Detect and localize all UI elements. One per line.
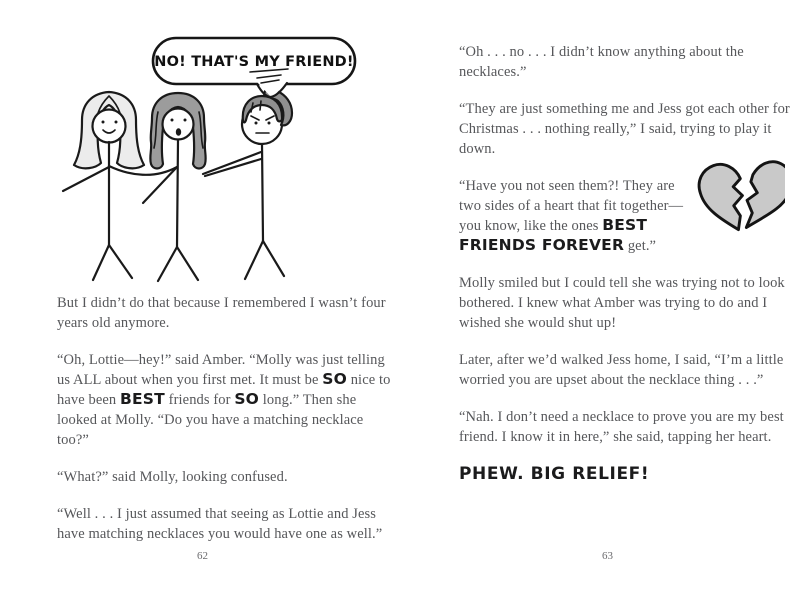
body-text: Later, after we’d walked Jess home, I said, “I’m a little worried you are upset about the necklace thing . . .”	[459, 352, 784, 388]
middle-figure-legs	[158, 247, 198, 281]
body-text: “Have you not seen them?! They are two sides of a heart that fit together—you know, like the ones	[459, 178, 684, 234]
body-text: But I didn’t do that because I remembered I wasn’t four years old anymore.	[57, 295, 386, 331]
right-figure-body	[262, 144, 263, 241]
body-text: long.” Then she looked at Molly. “Do you have a matching necklace too?”	[57, 392, 364, 448]
stick-figure-middle	[143, 93, 206, 281]
phew-big-relief-line: PHEW. BIG RELIEF!	[459, 464, 650, 484]
hand-lettered-word: SO	[322, 370, 347, 388]
body-text: friends for	[164, 392, 235, 408]
speech-bubble-text-post: FRIEND!	[279, 54, 354, 70]
left-figure-legs	[93, 245, 132, 280]
body-text: “Oh . . . no . . . I didn’t know anything about the necklaces.”	[459, 44, 744, 80]
stick-figures-illustration	[0, 0, 405, 300]
paragraph	[57, 293, 393, 333]
paragraph	[459, 99, 795, 159]
broken-heart-illustration	[695, 152, 785, 246]
speech-bubble-text	[154, 54, 353, 70]
left-figure-arm	[63, 167, 109, 191]
right-figure-eye	[255, 122, 258, 125]
left-figure-linked-arm	[109, 166, 177, 175]
body-text: “Nah. I don’t need a necklace to prove you are my best friend. I know it in here,” she said, tapping her heart.	[459, 409, 784, 445]
left-figure-eye	[102, 121, 105, 124]
left-figure-face	[93, 110, 126, 143]
paragraph	[459, 350, 795, 390]
left-figure-eye	[115, 121, 118, 124]
paragraph	[459, 42, 795, 82]
paragraph	[57, 467, 393, 487]
speech-bubble	[153, 38, 355, 98]
right-figure-legs	[245, 241, 284, 279]
speech-bubble-text-pre: NO! THAT'S	[154, 54, 255, 70]
paragraph	[57, 504, 393, 544]
page-right	[405, 0, 810, 608]
body-text: Molly smiled but I could tell she was trying not to look bothered. I knew what Amber was trying to do and I wished she would shut up!	[459, 275, 785, 331]
speech-bubble-text-emphasis: MY	[254, 54, 280, 70]
left-text-column	[57, 293, 393, 561]
middle-figure-body	[177, 140, 178, 247]
body-text: get.”	[624, 238, 657, 254]
paragraph	[459, 273, 795, 333]
right-text-column	[459, 42, 795, 501]
hand-lettered-phrase: BEST FRIENDS FOREVER	[459, 216, 648, 254]
body-text: “They are just something me and Jess got each other for Christmas . . . nothing really,” I said, trying to play it down.	[459, 101, 790, 157]
right-figure-grabbing-arm	[203, 152, 261, 176]
middle-figure-eye	[171, 119, 174, 122]
body-text: “Well . . . I just assumed that seeing as Lottie and Jess have matching necklaces you would have one as well.”	[57, 506, 383, 542]
body-text: “What?” said Molly, looking confused.	[57, 469, 288, 485]
hand-lettered-word: BEST	[120, 390, 165, 408]
stick-figure-right	[203, 86, 292, 279]
middle-figure-eye	[184, 119, 187, 122]
page-number-left: 62	[197, 550, 208, 562]
body-text: nice to have been	[57, 372, 391, 408]
page-number-right: 63	[602, 550, 613, 562]
broken-heart-right-piece	[743, 158, 785, 233]
right-figure-eye	[268, 122, 271, 125]
hand-lettered-word: SO	[234, 390, 260, 408]
body-text: “Oh, Lottie—hey!” said Amber. “Molly was just telling us ALL about when you first met. It must be	[57, 352, 385, 388]
paragraph	[57, 350, 393, 450]
paragraph	[459, 407, 795, 447]
middle-figure-open-mouth	[176, 128, 181, 136]
broken-heart-left-piece	[697, 162, 747, 234]
paragraph-with-heart	[459, 176, 795, 256]
